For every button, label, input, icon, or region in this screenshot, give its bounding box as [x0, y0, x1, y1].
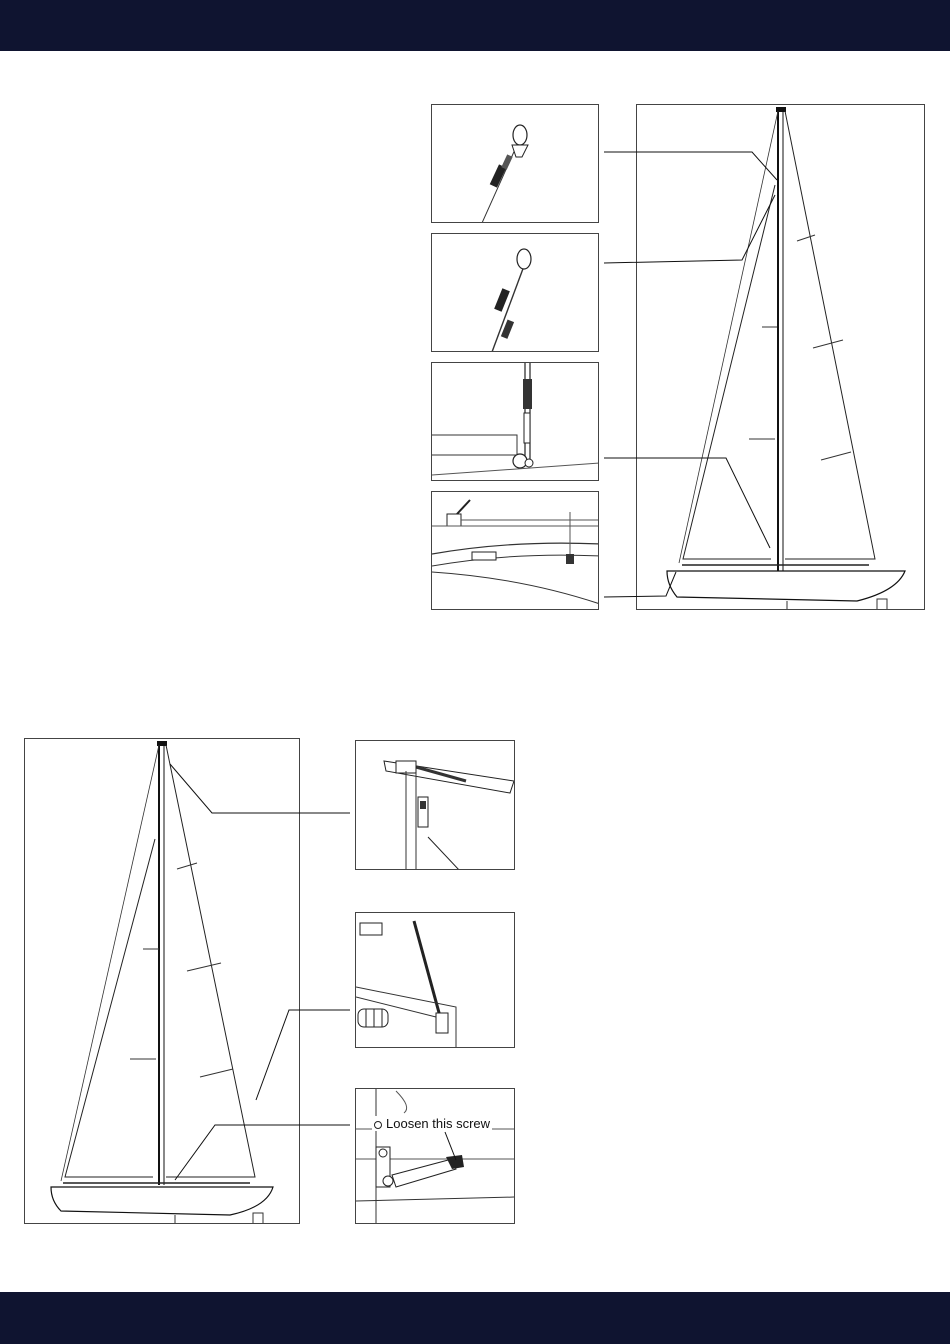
detail-panel-backstay-tensioner — [355, 912, 515, 1048]
detail-panel-gooseneck — [431, 362, 599, 481]
detail-panel-mast-crane — [355, 740, 515, 870]
header-band — [0, 0, 950, 51]
boat-drawing-rig-overview — [636, 104, 925, 610]
loosen-screw-label: Loosen this screw — [372, 1116, 492, 1131]
circle-marker-icon — [374, 1121, 382, 1129]
footer-band — [0, 1292, 950, 1344]
boat-drawing-adjustment — [24, 738, 300, 1224]
detail-panel-halyard-top — [431, 104, 599, 223]
detail-panel-gooseneck-screw — [355, 1088, 515, 1224]
detail-panel-deck-fittings — [431, 491, 599, 610]
detail-panel-jib-halyard — [431, 233, 599, 352]
